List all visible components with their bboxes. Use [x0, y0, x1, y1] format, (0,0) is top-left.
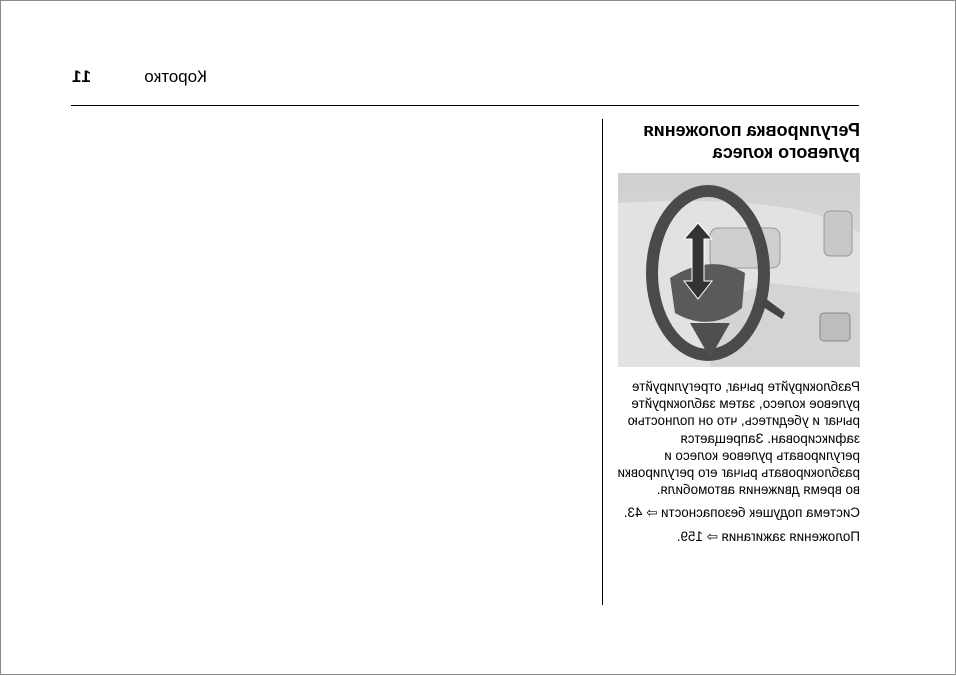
steering-wheel-hub	[670, 264, 745, 322]
control-panel	[820, 313, 850, 341]
section-title: Регулировка положения рулевого колеса	[643, 120, 860, 162]
header-rule	[71, 105, 859, 106]
steering-wheel-illustration	[618, 173, 860, 367]
cross-reference-airbags[interactable]: Система подушек безопасности ⇨ 43.	[623, 505, 860, 521]
page-number: 11	[71, 67, 91, 86]
mirrored-content	[1, 1, 956, 676]
column-divider	[602, 119, 603, 605]
cross-reference-ignition[interactable]: Положения зажигания ⇨ 159.	[676, 528, 860, 544]
steering-wheel-figure	[618, 173, 860, 367]
air-vent	[824, 211, 852, 256]
running-header-section: Коротко	[144, 67, 207, 86]
body-text	[615, 378, 860, 551]
instruction-paragraph: Разблокируйте рычаг, отрегулируйте рулевое колесо, затем заблокируйте рычаг и убедитесь, что он полностью зафиксирован. Запрещается регулировать рулевое колесо и разблокировать рычаг его регулировки во время движения автомобиля.	[617, 379, 860, 498]
